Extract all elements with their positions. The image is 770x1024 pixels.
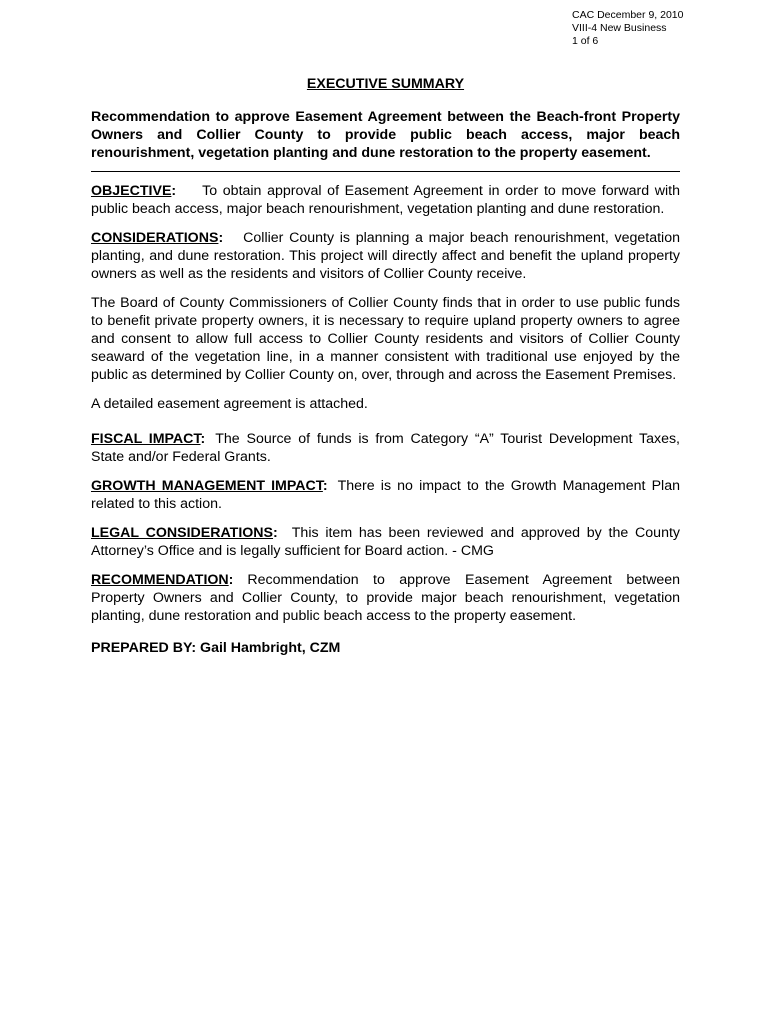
section-divider: [91, 171, 680, 172]
recommendation-label: RECOMMENDATION: [91, 572, 229, 588]
fiscal-impact-colon: :: [200, 431, 206, 447]
considerations-text: Collier County is planning a major beach renourishment, vegetation planting, and dune restoration. This project will directly affect and benefit the upland property owners as well as the residents and visitors of Collier County receive.: [91, 230, 680, 282]
growth-management-section: [91, 477, 680, 513]
header-agenda-item: VIII-4 New Business: [572, 22, 667, 34]
recommendation-colon: :: [228, 572, 234, 588]
recommendation-section: [91, 571, 680, 625]
body-paragraph-attachment: A detailed easement agreement is attached.: [91, 396, 368, 412]
legal-considerations-label: LEGAL CONSIDERATIONS: [91, 525, 274, 541]
header-note: [572, 9, 683, 48]
considerations-section: [91, 229, 680, 283]
objective-section: [91, 182, 680, 218]
legal-considerations-text: This item has been reviewed and approved by the County Attorney’s Office and is legally sufficient for Board action. - CMG: [91, 525, 680, 559]
summary-subject: Recommendation to approve Easement Agreement between the Beach-front Property Owners and Collier County to provide public beach access, major beach renourishment, vegetation planting and dune restoration to the property easement.: [91, 109, 680, 161]
prepared-by: PREPARED BY: Gail Hambright, CZM: [91, 640, 341, 656]
objective-colon: :: [171, 183, 177, 199]
fiscal-impact-label: FISCAL IMPACT: [91, 431, 201, 447]
document-body: [91, 76, 680, 657]
growth-management-text: There is no impact to the Growth Management Plan related to this action.: [91, 478, 680, 512]
header-page-number: 1 of 6: [572, 35, 599, 47]
considerations-label: CONSIDERATIONS: [91, 230, 219, 246]
document-title: EXECUTIVE SUMMARY: [306, 76, 465, 92]
legal-considerations-colon: :: [273, 525, 278, 541]
objective-label: OBJECTIVE: [91, 183, 172, 199]
fiscal-impact-section: [91, 430, 680, 466]
legal-considerations-section: [91, 524, 680, 560]
considerations-colon: :: [218, 230, 224, 246]
header-meeting-date: CAC December 9, 2010: [572, 9, 684, 21]
growth-management-colon: :: [322, 478, 328, 494]
recommendation-text: Recommendation to approve Easement Agreement between Property Owners and Collier County, to provide major beach renourishment, vegetation planting, dune restoration and public beach access to the property easement.: [91, 572, 680, 624]
fiscal-impact-text: The Source of funds is from Category “A” Tourist Development Taxes, State and/or Federal Grants.: [91, 431, 680, 465]
objective-text: To obtain approval of Easement Agreement in order to move forward with public beach access, major beach renourishment, vegetation planting and dune restoration.: [91, 183, 680, 217]
growth-management-label: GROWTH MANAGEMENT IMPACT: [91, 478, 323, 494]
body-paragraph-public-funds: The Board of County Commissioners of Collier County finds that in order to use public funds to benefit private property owners, it is necessary to require upland property owners to agree and consent to allow full access to Collier County residents and visitors of Collier County seaward of the vegetation line, in a manner consistent with traditional use enjoyed by the public as determined by Collier County on, over, through and across the Easement Premises.: [91, 295, 680, 383]
